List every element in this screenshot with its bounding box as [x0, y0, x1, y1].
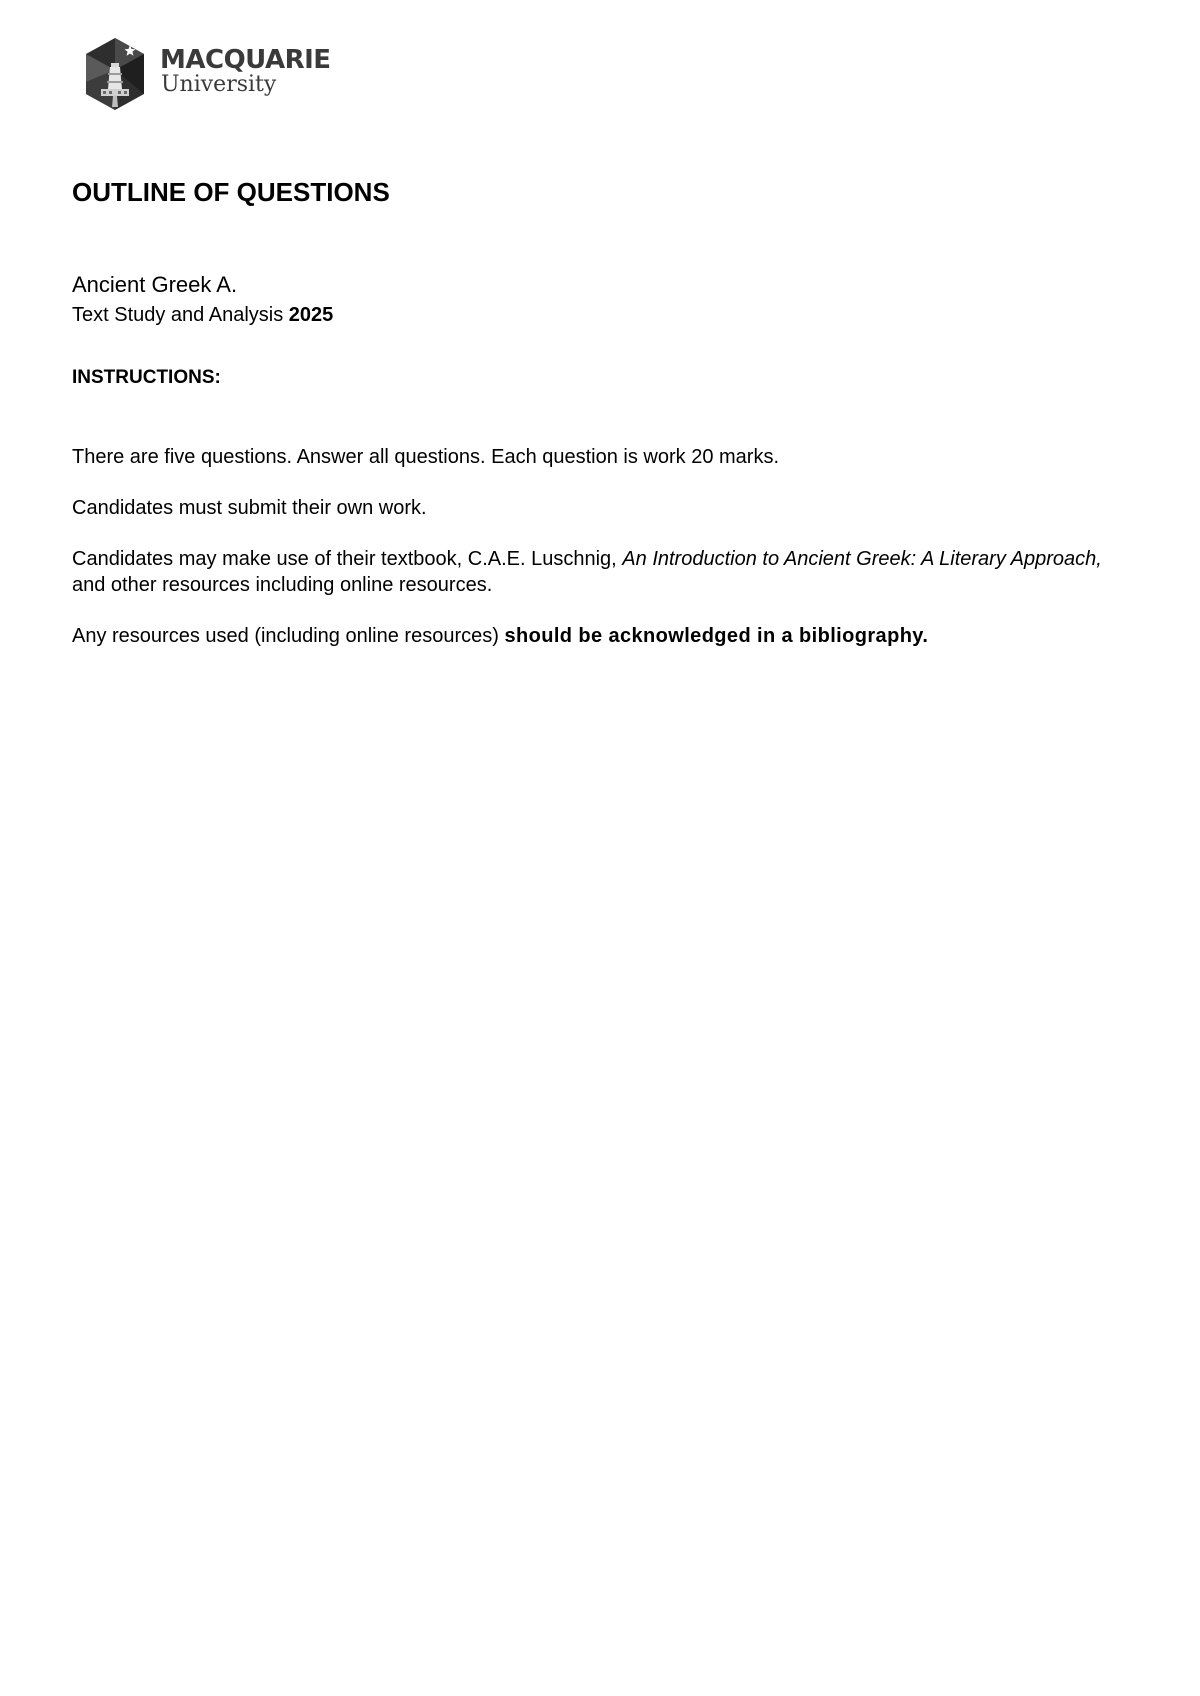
instructions-heading: INSTRUCTIONS:: [72, 367, 221, 388]
course-subtitle: [72, 302, 333, 328]
course-name: Ancient Greek A.: [72, 272, 238, 297]
instruction-bibliography-start: Any resources used (including online resources): [72, 625, 505, 647]
instruction-questions: There are five questions. Answer all questions. Each question is work 20 marks.: [72, 446, 780, 468]
university-logo: [84, 37, 331, 111]
lighthouse-shield-icon: [84, 37, 146, 111]
instruction-bibliography: [72, 623, 1132, 649]
instruction-resources-start: Candidates may make use of their textbook, C.A.E. Luschnig,: [72, 548, 623, 570]
logo-brand-subtitle: University: [161, 72, 277, 97]
instruction-resources: [72, 546, 1132, 598]
instruction-bibliography-emphasis: should be acknowledged in a bibliography.: [504, 625, 929, 647]
logo-brand-name: MACQUARIE: [160, 45, 331, 75]
instruction-own-work: Candidates must submit their own work.: [72, 497, 427, 519]
instruction-resources-end: and other resources including online resources.: [72, 574, 493, 596]
page-title: OUTLINE OF QUESTIONS: [72, 177, 390, 207]
course-year: 2025: [288, 304, 334, 326]
textbook-title: An Introduction to Ancient Greek: A Literary Approach,: [622, 548, 1102, 570]
course-subtitle-text: Text Study and Analysis: [72, 304, 284, 326]
